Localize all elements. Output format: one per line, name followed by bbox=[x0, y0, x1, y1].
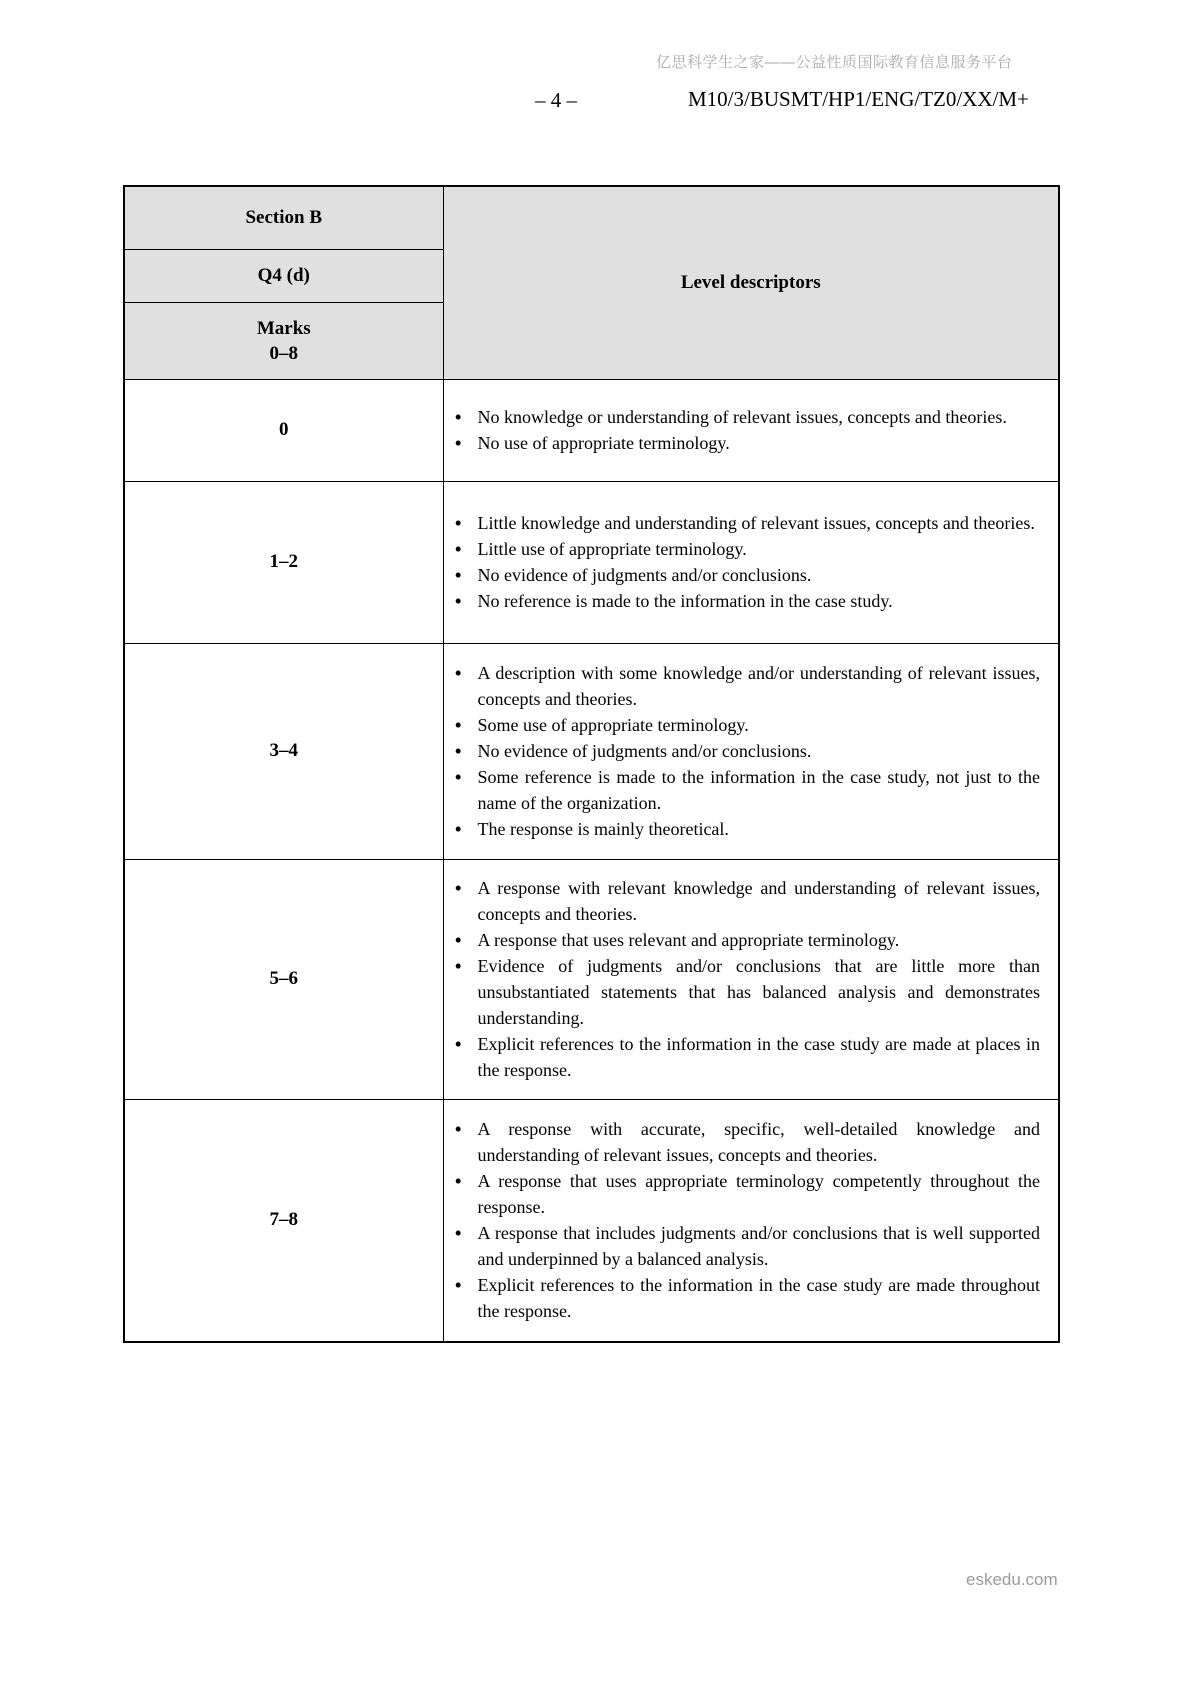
bullet-item: • No knowledge or understanding of relevant issues, concepts and theories. bbox=[444, 404, 1041, 430]
bullet-item: • No use of appropriate terminology. bbox=[444, 430, 1041, 456]
marks-cell: 1–2 bbox=[124, 481, 443, 643]
level-descriptors-header-cell: Level descriptors bbox=[443, 186, 1059, 379]
bullet-item: • A response that uses relevant and appropriate terminology. bbox=[444, 927, 1041, 953]
marks-range: 0–8 bbox=[269, 342, 298, 364]
bottom-watermark-text: eskedu.com bbox=[966, 1570, 1058, 1589]
bullet-item: • No evidence of judgments and/or conclusions. bbox=[444, 738, 1041, 764]
table-row bbox=[124, 186, 1059, 249]
bullet-item: • The response is mainly theoretical. bbox=[444, 816, 1041, 842]
question-header-cell: Q4 (d) bbox=[124, 249, 443, 302]
bullet-item: • A response with accurate, specific, well-detailed knowledge and understanding of relevant issues, concepts and theories. bbox=[444, 1116, 1041, 1168]
descriptor-list bbox=[444, 404, 1041, 456]
bullet-item: • A description with some knowledge and/or understanding of relevant issues, concepts and theories. bbox=[444, 660, 1041, 712]
bullet-item: • No evidence of judgments and/or conclusions. bbox=[444, 562, 1041, 588]
marks-cell: 3–4 bbox=[124, 643, 443, 859]
marks-cell: 5–6 bbox=[124, 859, 443, 1099]
top-watermark-text: 亿思科学生之家——公益性质国际教育信息服务平台 bbox=[656, 54, 1013, 71]
table-row bbox=[124, 859, 1059, 1099]
table-row bbox=[124, 1099, 1059, 1342]
descriptor-list bbox=[444, 1116, 1041, 1324]
descriptor-cell bbox=[443, 1099, 1059, 1342]
marks-cell: 0 bbox=[124, 379, 443, 481]
marks-cell: 7–8 bbox=[124, 1099, 443, 1342]
marks-header-cell bbox=[124, 302, 443, 379]
bullet-item: • A response that includes judgments and/or conclusions that is well supported and underpinned by a balanced analysis. bbox=[444, 1220, 1041, 1272]
bullet-item: • Some use of appropriate terminology. bbox=[444, 712, 1041, 738]
bullet-item: • No reference is made to the information in the case study. bbox=[444, 588, 1041, 614]
table-row bbox=[124, 643, 1059, 859]
table-row bbox=[124, 481, 1059, 643]
bullet-item: • Evidence of judgments and/or conclusions that are little more than unsubstantiated statements that has balanced analysis and demonstrates understanding. bbox=[444, 953, 1041, 1031]
descriptor-cell bbox=[443, 481, 1059, 643]
bullet-item: • Explicit references to the information in the case study are made throughout the response. bbox=[444, 1272, 1041, 1324]
document-code: M10/3/BUSMT/HP1/ENG/TZ0/XX/M+ bbox=[688, 87, 1029, 111]
descriptor-list bbox=[444, 660, 1041, 842]
bullet-item: • Little use of appropriate terminology. bbox=[444, 536, 1041, 562]
section-header-cell: Section B bbox=[124, 186, 443, 249]
bullet-item: • A response that uses appropriate terminology competently throughout the response. bbox=[444, 1168, 1041, 1220]
bullet-item: • Explicit references to the information in the case study are made at places in the response. bbox=[444, 1031, 1041, 1083]
markband-table bbox=[123, 185, 1060, 1343]
marks-label: Marks bbox=[256, 317, 311, 339]
bullet-item: • Little knowledge and understanding of relevant issues, concepts and theories. bbox=[444, 510, 1041, 536]
descriptor-cell bbox=[443, 859, 1059, 1099]
descriptor-cell bbox=[443, 643, 1059, 859]
page-number: – 4 – bbox=[535, 88, 577, 112]
descriptor-list bbox=[444, 875, 1041, 1083]
bullet-item: • Some reference is made to the information in the case study, not just to the name of the organization. bbox=[444, 764, 1041, 816]
descriptor-list bbox=[444, 510, 1041, 614]
descriptor-cell bbox=[443, 379, 1059, 481]
table-row bbox=[124, 379, 1059, 481]
bullet-item: • A response with relevant knowledge and understanding of relevant issues, concepts and theories. bbox=[444, 875, 1041, 927]
